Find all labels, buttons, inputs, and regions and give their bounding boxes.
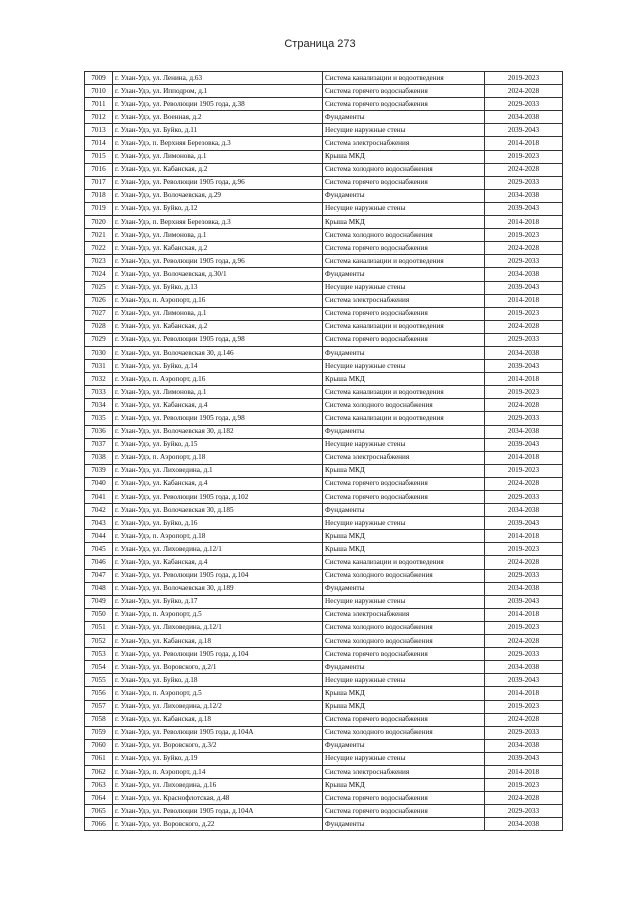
address-cell: г. Улан-Удэ, ул. Революции 1905 года, д.104 [113, 648, 323, 661]
building-system-cell: Система электроснабжения [323, 765, 485, 778]
table-row [85, 399, 563, 412]
table-row [85, 386, 563, 399]
repair-period-cell: 2024-2028 [485, 635, 563, 648]
building-system-cell: Система горячего водоснабжения [323, 85, 485, 98]
address-cell: г. Улан-Удэ, п. Аэропорт, д.5 [113, 687, 323, 700]
table-row [85, 687, 563, 700]
building-system-cell: Несущие наружные стены [323, 674, 485, 687]
row-number-cell: 7057 [85, 700, 113, 713]
row-number-cell: 7054 [85, 661, 113, 674]
table-row [85, 530, 563, 543]
repair-period-cell: 2039-2043 [485, 595, 563, 608]
table-row [85, 294, 563, 307]
building-system-cell: Крыша МКД [323, 530, 485, 543]
address-cell: г. Улан-Удэ, ул. Лиxоведина, д.1 [113, 464, 323, 477]
building-system-cell: Система канализации и водоотведения [323, 320, 485, 333]
building-system-cell: Система горячего водоснабжения [323, 648, 485, 661]
table-row [85, 752, 563, 765]
address-cell: г. Улан-Удэ, ул. Революции 1905 года, д.104А [113, 726, 323, 739]
repair-period-cell: 2029-2033 [485, 726, 563, 739]
building-system-cell: Несущие наружные стены [323, 124, 485, 137]
row-number-cell: 7039 [85, 464, 113, 477]
row-number-cell: 7027 [85, 307, 113, 320]
building-system-cell: Система электроснабжения [323, 137, 485, 150]
address-cell: г. Улан-Удэ, ул. Волочаевская, д.30/1 [113, 268, 323, 281]
repair-period-cell: 2024-2028 [485, 713, 563, 726]
building-system-cell: Система холодного водоснабжения [323, 635, 485, 648]
building-system-cell: Несущие наружные стены [323, 752, 485, 765]
table-row [85, 216, 563, 229]
building-system-cell: Фундаменты [323, 111, 485, 124]
building-system-cell: Система горячего водоснабжения [323, 477, 485, 490]
table-row [85, 333, 563, 346]
building-system-cell: Крыша МКД [323, 216, 485, 229]
address-cell: г. Улан-Удэ, ул. Кабанская, д.18 [113, 635, 323, 648]
address-cell: г. Улан-Удэ, п. Аэропорт, д.16 [113, 373, 323, 386]
repair-period-cell: 2019-2023 [485, 700, 563, 713]
repair-period-cell: 2029-2033 [485, 412, 563, 425]
address-cell: г. Улан-Удэ, ул. Лимонова, д.1 [113, 307, 323, 320]
address-cell: г. Улан-Удэ, ул. Волочаевская 30, д.182 [113, 425, 323, 438]
table-row [85, 805, 563, 818]
address-cell: г. Улан-Удэ, ул. Кабанская, д.4 [113, 556, 323, 569]
address-cell: г. Улан-Удэ, п. Аэропорт, д.16 [113, 294, 323, 307]
table-row [85, 477, 563, 490]
row-number-cell: 7021 [85, 229, 113, 242]
building-system-cell: Система канализации и водоотведения [323, 556, 485, 569]
address-cell: г. Улан-Удэ, ул. Воровского, д.3/2 [113, 739, 323, 752]
building-system-cell: Система горячего водоснабжения [323, 713, 485, 726]
building-system-cell: Фундаменты [323, 504, 485, 517]
building-system-cell: Система холодного водоснабжения [323, 621, 485, 634]
repair-period-cell: 2014-2018 [485, 530, 563, 543]
row-number-cell: 7018 [85, 189, 113, 202]
repair-period-cell: 2029-2033 [485, 98, 563, 111]
table-row [85, 111, 563, 124]
row-number-cell: 7024 [85, 268, 113, 281]
table-row [85, 608, 563, 621]
row-number-cell: 7063 [85, 779, 113, 792]
table-row [85, 661, 563, 674]
address-cell: г. Улан-Удэ, п. Верхняя Березовка, д.3 [113, 137, 323, 150]
building-system-cell: Крыша МКД [323, 543, 485, 556]
repair-period-cell: 2034-2038 [485, 661, 563, 674]
row-number-cell: 7064 [85, 792, 113, 805]
address-cell: г. Улан-Удэ, ул. Лимонова, д.1 [113, 229, 323, 242]
row-number-cell: 7022 [85, 242, 113, 255]
address-cell: г. Улан-Удэ, ул. Лимонова, д.1 [113, 386, 323, 399]
address-cell: г. Улан-Удэ, ул. Лиxоведина, д.12/1 [113, 621, 323, 634]
address-cell: г. Улан-Удэ, ул. Ипподром, д.1 [113, 85, 323, 98]
row-number-cell: 7053 [85, 648, 113, 661]
repair-period-cell: 2024-2028 [485, 477, 563, 490]
building-system-cell: Несущие наружные стены [323, 595, 485, 608]
table-row [85, 543, 563, 556]
building-system-cell: Система электроснабжения [323, 294, 485, 307]
repair-period-cell: 2014-2018 [485, 687, 563, 700]
repair-period-cell: 2024-2028 [485, 242, 563, 255]
table-row [85, 739, 563, 752]
row-number-cell: 7056 [85, 687, 113, 700]
building-system-cell: Система горячего водоснабжения [323, 805, 485, 818]
repair-period-cell: 2034-2038 [485, 739, 563, 752]
table-row [85, 268, 563, 281]
table-row [85, 346, 563, 359]
repair-period-cell: 2029-2033 [485, 805, 563, 818]
address-cell: г. Улан-Удэ, ул. Лиxоведина, д.12/2 [113, 700, 323, 713]
repair-period-cell: 2024-2028 [485, 163, 563, 176]
row-number-cell: 7036 [85, 425, 113, 438]
building-system-cell: Система канализации и водоотведения [323, 255, 485, 268]
table-row [85, 373, 563, 386]
repair-period-cell: 2039-2043 [485, 674, 563, 687]
table-row [85, 202, 563, 215]
repair-period-cell: 2034-2038 [485, 189, 563, 202]
address-cell: г. Улан-Удэ, ул. Воровского, д.22 [113, 818, 323, 831]
row-number-cell: 7049 [85, 595, 113, 608]
repair-period-cell: 2024-2028 [485, 399, 563, 412]
address-cell: г. Улан-Удэ, ул. Кабанская, д.2 [113, 320, 323, 333]
building-system-cell: Крыша МКД [323, 150, 485, 163]
address-cell: г. Улан-Удэ, ул. Буйко, д.16 [113, 517, 323, 530]
building-system-cell: Система горячего водоснабжения [323, 242, 485, 255]
repair-period-cell: 2019-2023 [485, 229, 563, 242]
row-number-cell: 7028 [85, 320, 113, 333]
address-cell: г. Улан-Удэ, ул. Буйко, д.19 [113, 752, 323, 765]
building-system-cell: Система холодного водоснабжения [323, 163, 485, 176]
row-number-cell: 7023 [85, 255, 113, 268]
building-system-cell: Система горячего водоснабжения [323, 176, 485, 189]
repair-period-cell: 2034-2038 [485, 111, 563, 124]
table-row [85, 464, 563, 477]
table-row [85, 582, 563, 595]
row-number-cell: 7016 [85, 163, 113, 176]
row-number-cell: 7035 [85, 412, 113, 425]
repair-period-cell: 2014-2018 [485, 216, 563, 229]
table-row [85, 792, 563, 805]
table-row [85, 425, 563, 438]
row-number-cell: 7012 [85, 111, 113, 124]
table-row [85, 595, 563, 608]
repair-period-cell: 2014-2018 [485, 765, 563, 778]
address-cell: г. Улан-Удэ, ул. Кабанская, д.4 [113, 477, 323, 490]
repair-period-cell: 2019-2023 [485, 307, 563, 320]
row-number-cell: 7037 [85, 438, 113, 451]
row-number-cell: 7044 [85, 530, 113, 543]
address-cell: г. Улан-Удэ, п. Аэропорт, д.18 [113, 451, 323, 464]
row-number-cell: 7026 [85, 294, 113, 307]
registry-table-body [85, 72, 563, 831]
row-number-cell: 7038 [85, 451, 113, 464]
address-cell: г. Улан-Удэ, п. Верхняя Березовка, д.3 [113, 216, 323, 229]
building-system-cell: Система горячего водоснабжения [323, 333, 485, 346]
table-row [85, 700, 563, 713]
building-system-cell: Крыша МКД [323, 373, 485, 386]
address-cell: г. Улан-Удэ, ул. Волочаевская 30, д.185 [113, 504, 323, 517]
repair-period-cell: 2029-2033 [485, 333, 563, 346]
address-cell: г. Улан-Удэ, ул. Кабанская, д.2 [113, 242, 323, 255]
repair-period-cell: 2039-2043 [485, 360, 563, 373]
repair-period-cell: 2029-2033 [485, 255, 563, 268]
row-number-cell: 7011 [85, 98, 113, 111]
repair-period-cell: 2039-2043 [485, 124, 563, 137]
row-number-cell: 7046 [85, 556, 113, 569]
repair-period-cell: 2024-2028 [485, 85, 563, 98]
repair-period-cell: 2039-2043 [485, 438, 563, 451]
table-row [85, 556, 563, 569]
building-system-cell: Система электроснабжения [323, 608, 485, 621]
building-system-cell: Система горячего водоснабжения [323, 792, 485, 805]
row-number-cell: 7040 [85, 477, 113, 490]
address-cell: г. Улан-Удэ, ул. Буйко, д.11 [113, 124, 323, 137]
address-cell: г. Улан-Удэ, ул. Лиxоведина, д.16 [113, 779, 323, 792]
row-number-cell: 7019 [85, 202, 113, 215]
row-number-cell: 7055 [85, 674, 113, 687]
building-system-cell: Фундаменты [323, 268, 485, 281]
building-system-cell: Фундаменты [323, 739, 485, 752]
building-system-cell: Крыша МКД [323, 779, 485, 792]
address-cell: г. Улан-Удэ, ул. Революции 1905 года, д.104А [113, 805, 323, 818]
address-cell: г. Улан-Удэ, ул. Кабанская, д.18 [113, 713, 323, 726]
table-row [85, 307, 563, 320]
address-cell: г. Улан-Удэ, п. Аэропорт, д.18 [113, 530, 323, 543]
building-system-cell: Система холодного водоснабжения [323, 569, 485, 582]
repair-period-cell: 2014-2018 [485, 451, 563, 464]
row-number-cell: 7029 [85, 333, 113, 346]
address-cell: г. Улан-Удэ, ул. Революции 1905 года, д.104 [113, 569, 323, 582]
table-row [85, 320, 563, 333]
address-cell: г. Улан-Удэ, п. Аэропорт, д.5 [113, 608, 323, 621]
building-system-cell: Система горячего водоснабжения [323, 98, 485, 111]
building-system-cell: Система канализации и водоотведения [323, 72, 485, 85]
repair-period-cell: 2019-2023 [485, 621, 563, 634]
row-number-cell: 7042 [85, 504, 113, 517]
table-row [85, 635, 563, 648]
row-number-cell: 7061 [85, 752, 113, 765]
table-row [85, 189, 563, 202]
address-cell: г. Улан-Удэ, ул. Революции 1905 года, д.38 [113, 98, 323, 111]
building-system-cell: Фундаменты [323, 582, 485, 595]
building-system-cell: Фундаменты [323, 425, 485, 438]
repair-period-cell: 2024-2028 [485, 556, 563, 569]
row-number-cell: 7065 [85, 805, 113, 818]
row-number-cell: 7034 [85, 399, 113, 412]
building-system-cell: Несущие наружные стены [323, 438, 485, 451]
address-cell: г. Улан-Удэ, ул. Революции 1905 года, д.98 [113, 412, 323, 425]
address-cell: г. Улан-Удэ, ул. Волочаевская 30, д.189 [113, 582, 323, 595]
repair-period-cell: 2019-2023 [485, 779, 563, 792]
table-row [85, 281, 563, 294]
repair-period-cell: 2014-2018 [485, 608, 563, 621]
repair-period-cell: 2019-2023 [485, 72, 563, 85]
table-row [85, 779, 563, 792]
repair-period-cell: 2029-2033 [485, 491, 563, 504]
repair-period-cell: 2019-2023 [485, 386, 563, 399]
row-number-cell: 7031 [85, 360, 113, 373]
building-system-cell: Крыша МКД [323, 464, 485, 477]
table-row [85, 648, 563, 661]
table-row [85, 163, 563, 176]
table-row [85, 621, 563, 634]
address-cell: г. Улан-Удэ, ул. Лиxоведина, д.12/1 [113, 543, 323, 556]
address-cell: г. Улан-Удэ, ул. Революции 1905 года, д.98 [113, 333, 323, 346]
table-row [85, 229, 563, 242]
repair-period-cell: 2014-2018 [485, 294, 563, 307]
address-cell: г. Улан-Удэ, п. Аэропорт, д.14 [113, 765, 323, 778]
address-cell: г. Улан-Удэ, ул. Революции 1905 года, д.96 [113, 176, 323, 189]
address-cell: г. Улан-Удэ, ул. Кабанская, д.2 [113, 163, 323, 176]
address-cell: г. Улан-Удэ, ул. Лимонова, д.1 [113, 150, 323, 163]
row-number-cell: 7047 [85, 569, 113, 582]
repair-period-cell: 2039-2043 [485, 281, 563, 294]
repair-period-cell: 2029-2033 [485, 648, 563, 661]
row-number-cell: 7025 [85, 281, 113, 294]
repair-period-cell: 2034-2038 [485, 582, 563, 595]
page-number-label: Страница 273 [284, 38, 356, 50]
table-row [85, 137, 563, 150]
row-number-cell: 7051 [85, 621, 113, 634]
repair-period-cell: 2019-2023 [485, 464, 563, 477]
table-row [85, 765, 563, 778]
address-cell: г. Улан-Удэ, ул. Буйко, д.18 [113, 674, 323, 687]
row-number-cell: 7066 [85, 818, 113, 831]
building-system-cell: Система канализации и водоотведения [323, 386, 485, 399]
repair-period-cell: 2034-2038 [485, 268, 563, 281]
row-number-cell: 7050 [85, 608, 113, 621]
registry-table [84, 71, 563, 831]
row-number-cell: 7048 [85, 582, 113, 595]
row-number-cell: 7032 [85, 373, 113, 386]
table-row [85, 438, 563, 451]
repair-period-cell: 2024-2028 [485, 320, 563, 333]
row-number-cell: 7010 [85, 85, 113, 98]
address-cell: г. Улан-Удэ, ул. Буйко, д.17 [113, 595, 323, 608]
building-system-cell: Крыша МКД [323, 700, 485, 713]
building-system-cell: Крыша МКД [323, 687, 485, 700]
row-number-cell: 7041 [85, 491, 113, 504]
table-row [85, 674, 563, 687]
row-number-cell: 7059 [85, 726, 113, 739]
building-system-cell: Несущие наружные стены [323, 202, 485, 215]
address-cell: г. Улан-Удэ, ул. Революции 1905 года, д.96 [113, 255, 323, 268]
table-row [85, 818, 563, 831]
building-system-cell: Фундаменты [323, 189, 485, 202]
row-number-cell: 7009 [85, 72, 113, 85]
building-system-cell: Система канализации и водоотведения [323, 412, 485, 425]
row-number-cell: 7052 [85, 635, 113, 648]
repair-period-cell: 2029-2033 [485, 569, 563, 582]
row-number-cell: 7060 [85, 739, 113, 752]
building-system-cell: Фундаменты [323, 818, 485, 831]
address-cell: г. Улан-Удэ, ул. Буйко, д.13 [113, 281, 323, 294]
building-system-cell: Система электроснабжения [323, 451, 485, 464]
repair-period-cell: 2024-2028 [485, 792, 563, 805]
building-system-cell: Система холодного водоснабжения [323, 399, 485, 412]
address-cell: г. Улан-Удэ, ул. Буйко, д.14 [113, 360, 323, 373]
address-cell: г. Улан-Удэ, ул. Буйко, д.15 [113, 438, 323, 451]
building-system-cell: Система холодного водоснабжения [323, 229, 485, 242]
table-row [85, 713, 563, 726]
table-row [85, 85, 563, 98]
repair-period-cell: 2019-2023 [485, 543, 563, 556]
address-cell: г. Улан-Удэ, ул. Военная, д.2 [113, 111, 323, 124]
repair-period-cell: 2039-2043 [485, 202, 563, 215]
table-row [85, 176, 563, 189]
address-cell: г. Улан-Удэ, ул. Революции 1905 года, д.102 [113, 491, 323, 504]
building-system-cell: Фундаменты [323, 661, 485, 674]
address-cell: г. Улан-Удэ, ул. Ленина, д.63 [113, 72, 323, 85]
row-number-cell: 7015 [85, 150, 113, 163]
address-cell: г. Улан-Удэ, ул. Буйко, д.12 [113, 202, 323, 215]
row-number-cell: 7017 [85, 176, 113, 189]
row-number-cell: 7043 [85, 517, 113, 530]
building-system-cell: Система горячего водоснабжения [323, 491, 485, 504]
building-system-cell: Несущие наружные стены [323, 517, 485, 530]
table-row [85, 242, 563, 255]
table-row [85, 491, 563, 504]
table-row [85, 124, 563, 137]
address-cell: г. Улан-Удэ, ул. Краснофлотская, д.48 [113, 792, 323, 805]
address-cell: г. Улан-Удэ, ул. Воровского, д.2/1 [113, 661, 323, 674]
building-system-cell: Система горячего водоснабжения [323, 307, 485, 320]
row-number-cell: 7058 [85, 713, 113, 726]
table-row [85, 451, 563, 464]
row-number-cell: 7030 [85, 346, 113, 359]
address-cell: г. Улан-Удэ, ул. Волочаевская, д.29 [113, 189, 323, 202]
row-number-cell: 7014 [85, 137, 113, 150]
building-system-cell: Система холодного водоснабжения [323, 726, 485, 739]
repair-period-cell: 2034-2038 [485, 818, 563, 831]
table-row [85, 255, 563, 268]
address-cell: г. Улан-Удэ, ул. Волочаевская 30, д.146 [113, 346, 323, 359]
repair-period-cell: 2039-2043 [485, 517, 563, 530]
repair-period-cell: 2034-2038 [485, 425, 563, 438]
table-row [85, 517, 563, 530]
row-number-cell: 7045 [85, 543, 113, 556]
repair-period-cell: 2034-2038 [485, 346, 563, 359]
building-system-cell: Несущие наружные стены [323, 281, 485, 294]
row-number-cell: 7020 [85, 216, 113, 229]
table-row [85, 726, 563, 739]
row-number-cell: 7062 [85, 765, 113, 778]
row-number-cell: 7013 [85, 124, 113, 137]
table-row [85, 412, 563, 425]
table-row [85, 150, 563, 163]
building-system-cell: Несущие наружные стены [323, 360, 485, 373]
repair-period-cell: 2014-2018 [485, 137, 563, 150]
row-number-cell: 7033 [85, 386, 113, 399]
table-row [85, 72, 563, 85]
repair-period-cell: 2019-2023 [485, 150, 563, 163]
repair-period-cell: 2014-2018 [485, 373, 563, 386]
building-system-cell: Фундаменты [323, 346, 485, 359]
table-row [85, 569, 563, 582]
address-cell: г. Улан-Удэ, ул. Кабанская, д.4 [113, 399, 323, 412]
repair-period-cell: 2034-2038 [485, 504, 563, 517]
repair-period-cell: 2029-2033 [485, 176, 563, 189]
repair-period-cell: 2039-2043 [485, 752, 563, 765]
table-row [85, 360, 563, 373]
table-row [85, 98, 563, 111]
table-row [85, 504, 563, 517]
